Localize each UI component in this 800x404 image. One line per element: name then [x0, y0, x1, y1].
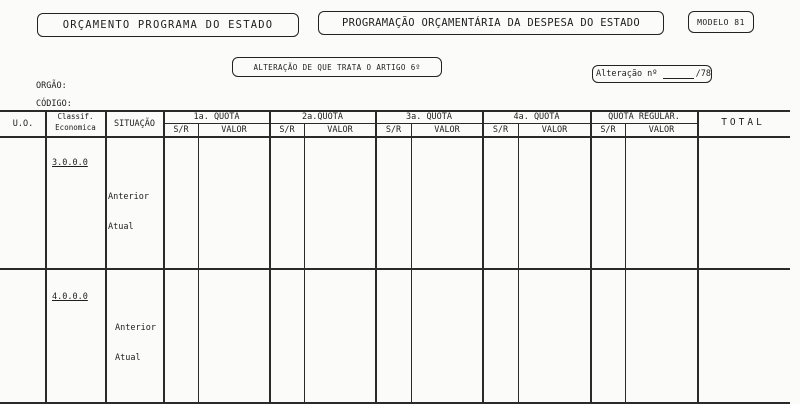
quota-4-sr: S/R: [492, 125, 509, 135]
row-2-anterior: Anterior: [115, 323, 156, 333]
total-header: TOTAL: [721, 117, 765, 128]
quota-regular-valor: VALOR: [648, 125, 675, 135]
quota-3-valor: VALOR: [434, 125, 460, 135]
uo-header: U.O.: [12, 119, 34, 129]
quota-4-valor: VALOR: [541, 125, 568, 135]
quota-2-valor: VALOR: [327, 125, 353, 135]
col-line-qr-sr: [625, 123, 626, 402]
col-line-uo: [45, 110, 47, 402]
col-line-q4-sr: [518, 123, 519, 402]
col-line-q3: [482, 110, 484, 402]
classif-header-line2: Economica: [55, 123, 96, 132]
quota-3-header: 3a. QUOTA: [405, 112, 453, 122]
col-line-situacao: [163, 110, 165, 402]
quota-regular-sr: S/R: [600, 125, 616, 135]
col-line-q2-sr: [304, 123, 305, 402]
quota-4-header: 4a. QUOTA: [513, 112, 560, 122]
col-line-q3-sr: [411, 123, 412, 402]
row-1-anterior: Anterior: [108, 192, 149, 202]
row-1-atual: Atual: [108, 222, 134, 232]
quota-2-header: 2a.QUOTA: [302, 112, 343, 122]
row-divider-line: [0, 268, 790, 270]
alteration-title-box: [232, 57, 442, 77]
model-box: [688, 11, 754, 33]
alteration-title: ALTERAÇÃO DE QUE TRATA O ARTIGO 6º: [253, 62, 421, 72]
row-2-code-text: 4.0.0.0: [52, 292, 88, 302]
budget-programming-title: PROGRAMAÇÃO ORÇAMENTÁRIA DA DESPESA DO ESTADO: [342, 17, 640, 29]
alteration-number-blank: [663, 69, 693, 79]
row-2-atual: Atual: [115, 353, 141, 363]
row-1-code-text: 3.0.0.0: [52, 158, 88, 168]
codigo-label: CÓDIGO:: [36, 99, 72, 109]
col-line-classif: [105, 110, 107, 402]
quota-regular-header: QUOTA REGULAR.: [608, 112, 680, 122]
alteration-year: /78: [695, 69, 711, 79]
col-line-q1: [269, 110, 271, 402]
table-bottom-line: [0, 402, 790, 404]
budget-programming-title-box: [318, 11, 664, 35]
budget-program-title: ORÇAMENTO PROGRAMA DO ESTADO: [62, 19, 274, 31]
col-line-q4: [590, 110, 592, 402]
quota-1-valor: VALOR: [221, 125, 247, 135]
col-line-q2: [375, 110, 377, 402]
quota-3-sr: S/R: [385, 125, 402, 135]
col-line-qr: [697, 110, 699, 402]
model-label: MODELO 81: [697, 17, 745, 27]
orgao-label: ORGÃO:: [36, 81, 67, 91]
quota-subheader-line: [163, 123, 697, 124]
quota-1-sr: S/R: [173, 125, 189, 135]
situacao-header: SITUAÇÃO: [114, 119, 155, 129]
row-1-code: [52, 158, 88, 168]
quota-1-header: 1a. QUOTA: [193, 112, 240, 122]
header-bottom-line: [0, 136, 790, 138]
row-2-code: [52, 292, 88, 302]
alteration-number-box: [592, 65, 712, 83]
quota-2-sr: S/R: [279, 125, 295, 135]
alteration-number-label: Alteração nº: [596, 69, 658, 79]
budget-program-title-box: [37, 13, 299, 37]
classif-header-line1: Classif.: [57, 112, 94, 121]
col-line-q1-sr: [198, 123, 199, 402]
